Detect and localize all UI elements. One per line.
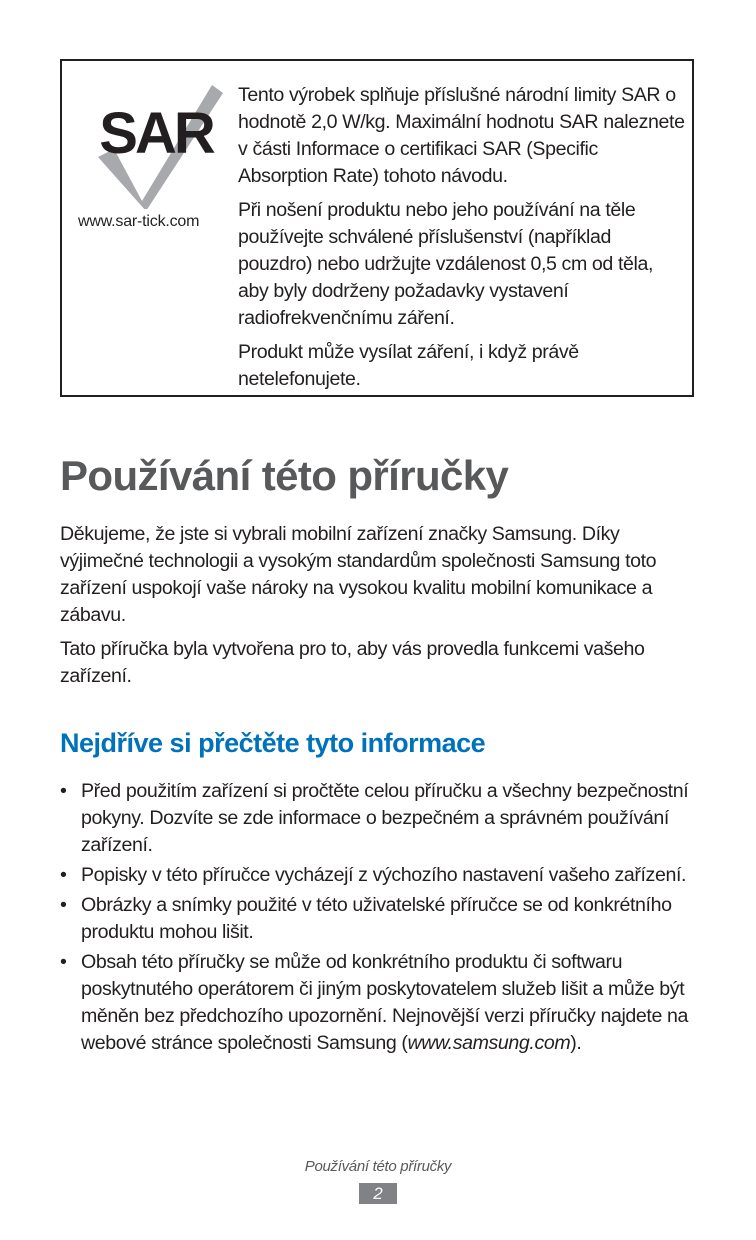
intro-paragraph-2: Tato příručka byla vytvořena pro to, aby vás provedla funkcemi vašeho zařízení.	[60, 638, 645, 687]
list-item	[60, 778, 700, 859]
bullet-icon: •	[60, 864, 67, 886]
sar-website: www.sar-tick.com	[78, 213, 200, 230]
sar-logo-text: SAR	[99, 101, 213, 166]
list-item	[60, 862, 700, 889]
list-item-text: Obsah této příručky se může od konkrétního produktu či softwaru poskytnutého operátorem či jiným poskytovatelem služeb lišit a může být měněn bez předchozího upozornění. Nejnovější verzi příručky najdete na webové stránce společnosti Samsung (	[81, 951, 688, 1054]
intro-text	[60, 521, 700, 690]
sar-tick-logo	[86, 79, 226, 209]
page-title: Používání této příručky	[60, 452, 509, 499]
list-item-text: Popisky v této příručce vycházejí z výchozího nastavení vašeho zařízení.	[81, 864, 687, 886]
list-item-text: Obrázky a snímky použité v této uživatelské příručce se od konkrétního produktu mohou lišit.	[81, 894, 672, 943]
bullet-icon: •	[60, 951, 67, 973]
sar-paragraph-2: Při nošení produktu nebo jeho používání na těle používejte schválené příslušenství (například pouzdro) nebo udržujte vzdálenost 0,5 cm od těla, aby byly dodrženy požadavky vystavení radiofrekvenčnímu záření.	[238, 199, 653, 329]
list-item	[60, 949, 700, 1057]
list-item	[60, 892, 700, 946]
footer-section-label: Používání této příručky	[304, 1158, 452, 1175]
bullet-icon: •	[60, 894, 67, 916]
intro-paragraph-1: Děkujeme, že jste si vybrali mobilní zařízení značky Samsung. Díky výjimečné technologii a vysokým standardům společnosti Samsung toto zařízení uspokojí vaše nároky na vysokou kvalitu mobilní komunikace a zábavu.	[60, 523, 657, 626]
section-heading: Nejdříve si přečtěte tyto informace	[60, 728, 486, 758]
bullet-icon: •	[60, 780, 67, 802]
list-item-text-end: ).	[570, 1032, 582, 1054]
info-bullet-list	[60, 778, 700, 1057]
sar-paragraph-1: Tento výrobek splňuje příslušné národní limity SAR o hodnotě 2,0 W/kg. Maximální hodnotu SAR naleznete v části Informace o certifikaci SAR (Specific Absorption Rate) tohoto návodu.	[238, 84, 685, 187]
sar-info-box	[60, 59, 694, 397]
page-number-badge: 2	[359, 1183, 397, 1204]
sar-paragraph-3: Produkt může vysílat záření, i když právě netelefonujete.	[238, 341, 579, 390]
sar-description	[238, 82, 686, 393]
list-item-text: Před použitím zařízení si pročtěte celou příručku a všechny bezpečnostní pokyny. Dozvíte se zde informace o bezpečném a správném používání zařízení.	[81, 780, 689, 856]
samsung-website-link[interactable]: www.samsung.com	[407, 1032, 571, 1054]
